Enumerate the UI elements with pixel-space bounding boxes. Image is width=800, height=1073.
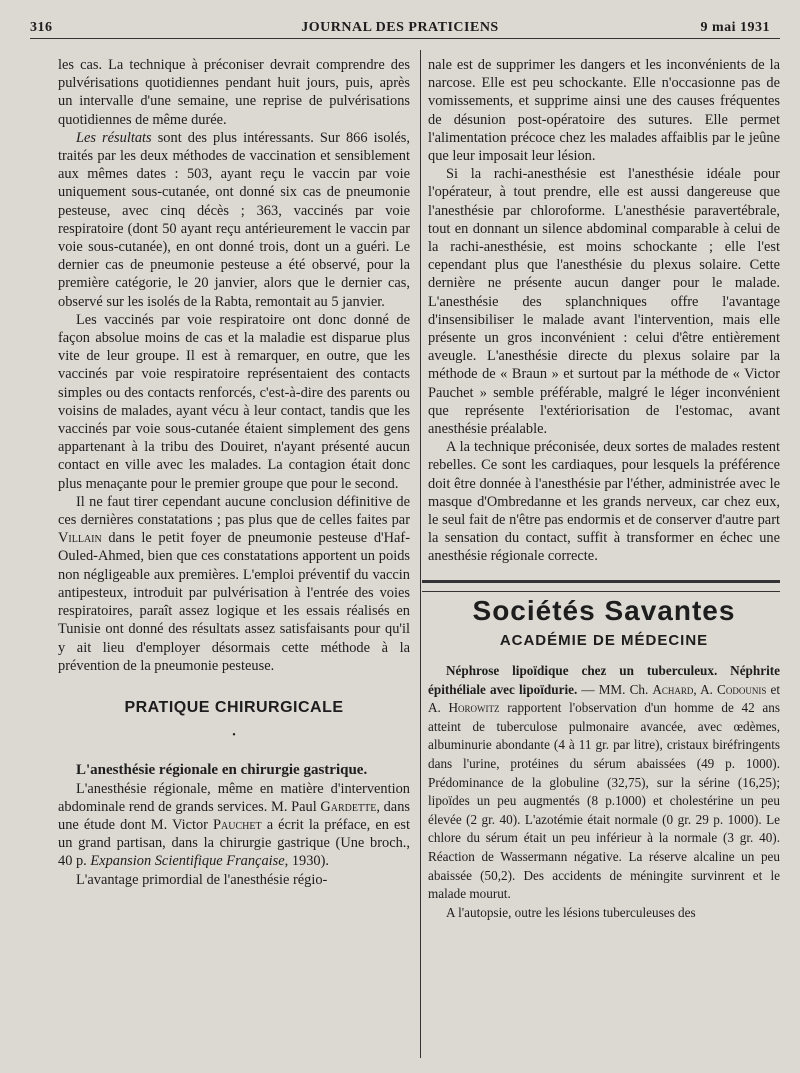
paragraph: les cas. La technique à préconiser devrait comprendre des pulvérisations quotidiennes pendant huit jours, puis, après un intervalle d'une semaine, une reprise de pulvérisations quotidiennes de même durée. <box>58 57 410 128</box>
paragraph: A la technique préconisée, deux sortes de malades restent rebelles. Ce sont les cardiaques, pour lesquels la préférence doit être donnée à l'anesthésie par l'éther, administrée avec le masque d'Ombredanne et les grands nerveux, car chez eux, le seul fait de n'être pas endormis et de conserver d'autre part la sensation du contact, suffit à transformer en échec une anesthésie régionale correcte. <box>428 439 780 565</box>
issue-date: 9 mai 1931 <box>700 20 770 35</box>
publisher-name: Expansion Scientifique Française <box>90 853 285 870</box>
paragraph <box>58 493 410 675</box>
left-column <box>58 56 410 889</box>
paragraph-text: L'anesthésie régionale, même en matière d'intervention abdominale rend de grands services. M. Paul <box>58 780 410 815</box>
paragraph <box>428 662 780 904</box>
journal-title: JOURNAL DES PRATICIENS <box>301 20 499 35</box>
paragraph: Les vaccinés par voie respiratoire ont donc donné de façon absolue moins de cas et la maladie est disparue plus vite de leur groupe. Il est à remarquer, en outre, que les vaccinés par voie respiratoire représentaient des contacts simples ou des contacts renforcés, c'est-à-dire des parents ou voisins de malades, ayant vécu à leur contact, tandis que les vaccinés par voie sous-cutanée étaient simplement des gens appartenant à la tribu des Douiret, n'ayant présenté aucun contact en ville avec les malades. La contagion était donc plus menaçante pour le premier groupe que pour le second. <box>58 311 410 492</box>
societes-savantes-heading: Sociétés Savantes <box>472 594 736 626</box>
author-name: Achard <box>652 681 694 697</box>
paragraph: A l'autopsie, outre les lésions tuberculeuses des <box>446 904 696 920</box>
paragraph-text: , dans une étude dont M. Victor <box>58 798 410 833</box>
author-name: Codounis <box>717 681 767 697</box>
paragraph-text: — MM. Ch. <box>577 681 653 697</box>
results-lead: Les résultats <box>76 129 152 146</box>
author-name: Gardette <box>320 798 377 815</box>
academie-heading: ACADÉMIE DE MÉDECINE <box>499 631 709 649</box>
section-title: PRATIQUE CHIRURGICALE <box>124 698 344 716</box>
right-column <box>428 56 780 922</box>
column-divider <box>420 50 421 1058</box>
academie-report <box>428 662 780 922</box>
author-name: Horowitz <box>448 700 500 716</box>
page-number: 316 <box>30 20 53 35</box>
author-name: Villain <box>58 530 102 547</box>
author-name: Pauchet <box>213 816 262 833</box>
header-rule <box>30 38 780 39</box>
paragraph-text: , A. <box>693 681 718 697</box>
page-header <box>30 14 770 40</box>
paragraph-text: sont des plus intéressants. Sur 866 isolés, traités par les deux méthodes de vaccination et sensiblement aux mêmes dates : 503, ayant reçu le vaccin par voie uniquement sous-cutanée, ont donné six cas de pneumonie pesteuse, avec cinq décès ; 363, vaccinés par voie respiratoire (dont 50 ayant reçu antérieurement le vaccin par voie sous-cutanée), en ont donné trois, dont un a guéri. Le dernier cas de pneumonie pesteuse a été observé, pour la première catégorie, le 20 janvier, alors que le dernier cas, observé sur les isolés de la Rabta, remontait au 5 janvier. <box>58 129 410 310</box>
paragraph: nale est de supprimer les dangers et les inconvénients de la narcose. Elle est peu schockante. Elle n'occasionne pas de vomissements, et supprime ainsi une des causes fréquentes de désunion post-opératoire des sutures. Elle permet l'alimentation précoce chez les malades affaiblis par le jeûne que leur imposait leur lésion. <box>428 57 780 165</box>
paragraph-text: Il ne faut tirer cependant aucune conclusion définitive de ces dernières constatations ; pas plus que de celles faites par <box>58 493 410 529</box>
paragraph: L'avantage primordial de l'anesthésie régio- <box>76 871 328 888</box>
paragraph-text: dans le petit foyer de pneumonie pesteuse d'Haf-Ouled-Ahmed, bien que ces constatations apportent un poids non négligeable aux premières. L'emploi préventif du vaccin antipesteux, introduit par pulvérisation à l'entrée des voies respiratoires, paraît assez logique et les essais réalisés en Tunisie ont donné des résultats assez satisfaisants pour qu'il y ait lieu d'employer désormais cette méthode à la prévention de la pneumonie pesteuse. <box>58 530 410 674</box>
paragraph <box>58 780 410 871</box>
paragraph-text: et A. <box>428 681 780 716</box>
paragraph-text: , 1930). <box>284 853 329 870</box>
section-divider <box>422 580 780 592</box>
section-ornament: • <box>232 730 236 742</box>
paragraph <box>58 129 410 311</box>
paragraph-text: a écrit la préface, en est un grand partisan, dans la chirurgie gastrique (Une broch., 40 p. <box>58 816 410 870</box>
paragraph-text: rapportent l'observation d'un homme de 42 ans atteint de tuberculose pulmonaire avancée, avec œdèmes, albuminurie abondante (4 à 11 gr. par litre), cristaux biréfringents dans l'urine, protéines du sérum abaissées (49 p. 1000). Prédominance de la globuline (32,75), sur la sérine (16,25); lipoïdes un peu augmentés (8 p.1000) et cholestérine un peu élevée (2 gr. 40). L'azotémie était normale (0 gr. 29 p. 1000). Le chlore du sérum était un peu inférieur à la normale (3 gr. 40). Réaction de Wassermann négative. La réserve alcaline un peu abaissée (50,2). Des accidents de méningite survinrent et le malade mourut. <box>428 700 781 902</box>
article-title: L'anesthésie régionale en chirurgie gastrique. <box>76 762 368 779</box>
report-title: Néphrose lipoïdique chez un tuberculeux. Néphrite épithéliale avec lipoïdurie. <box>428 663 780 697</box>
paragraph: Si la rachi-anesthésie est l'anesthésie idéale pour l'opérateur, à tout prendre, elle est aussi dangereuse que l'anesthésie par chloroforme. L'anesthésie paravertébrale, tout en donnant un silence abdominal comparable à celui de la rachi-anesthésie, est moins schockante ; elle l'est cependant plus que l'anesthésie du plexus solaire. Cette dernière ne présente aucun danger pour le malade. L'anesthésie des splanchniques offre l'avantage d'insensibiliser le malade avant l'intervention, mais elle présente un gros inconvénient : celui d'être entièrement aveugle. L'anesthésie directe du plexus solaire par la méthode de « Braun » et surtout par la méthode de « Victor Pauchet » semble préférable, malgré le léger inconvénient que représente l'extériorisation de l'estomac, avant anesthésie préalable. <box>428 166 780 438</box>
